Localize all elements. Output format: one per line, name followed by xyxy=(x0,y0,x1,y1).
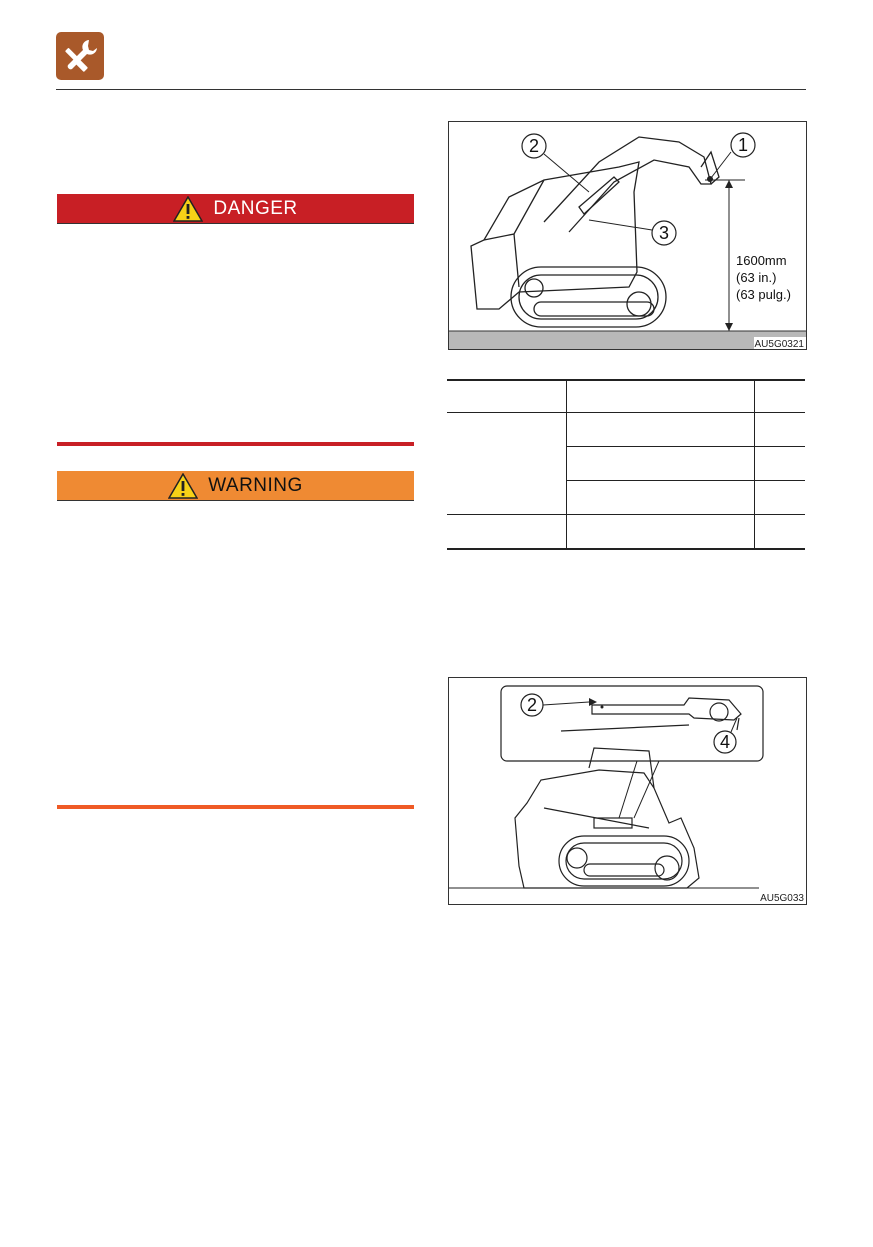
danger-section-end-rule xyxy=(57,442,414,446)
header-divider xyxy=(56,89,806,90)
callout-3: 3 xyxy=(658,223,670,243)
callout-2: 2 xyxy=(526,695,538,715)
figure-code: AU5G0321 xyxy=(754,339,804,349)
table-row-rule xyxy=(566,446,805,447)
danger-label: DANGER xyxy=(213,197,298,219)
height-in-label: (63 in.) xyxy=(736,270,777,285)
table-column-rule xyxy=(754,379,755,550)
table-row-rule xyxy=(447,514,805,515)
callout-4: 4 xyxy=(719,732,731,752)
height-mm-label: 1600mm xyxy=(736,253,787,268)
wrench-maintenance-icon xyxy=(56,32,104,80)
lift-arm-lock-figure xyxy=(448,677,807,905)
figure-code: AU5G033 xyxy=(760,893,804,904)
table-header-rule xyxy=(447,412,805,413)
table-top-rule xyxy=(447,379,805,381)
table-column-rule xyxy=(566,379,567,550)
callout-1: 1 xyxy=(737,135,749,155)
callout-2: 2 xyxy=(528,136,540,156)
spec-table xyxy=(447,379,805,550)
danger-banner xyxy=(57,194,414,224)
height-pulg-label: (63 pulg.) xyxy=(736,287,791,302)
warning-label: WARNING xyxy=(208,474,303,496)
warning-banner xyxy=(57,471,414,501)
loader-raised-arms-figure xyxy=(448,121,807,350)
warning-section-end-rule xyxy=(57,805,414,809)
table-row-rule xyxy=(566,480,805,481)
warning-triangle-icon xyxy=(173,196,203,222)
warning-triangle-icon xyxy=(168,473,198,499)
table-bottom-rule xyxy=(447,548,805,550)
